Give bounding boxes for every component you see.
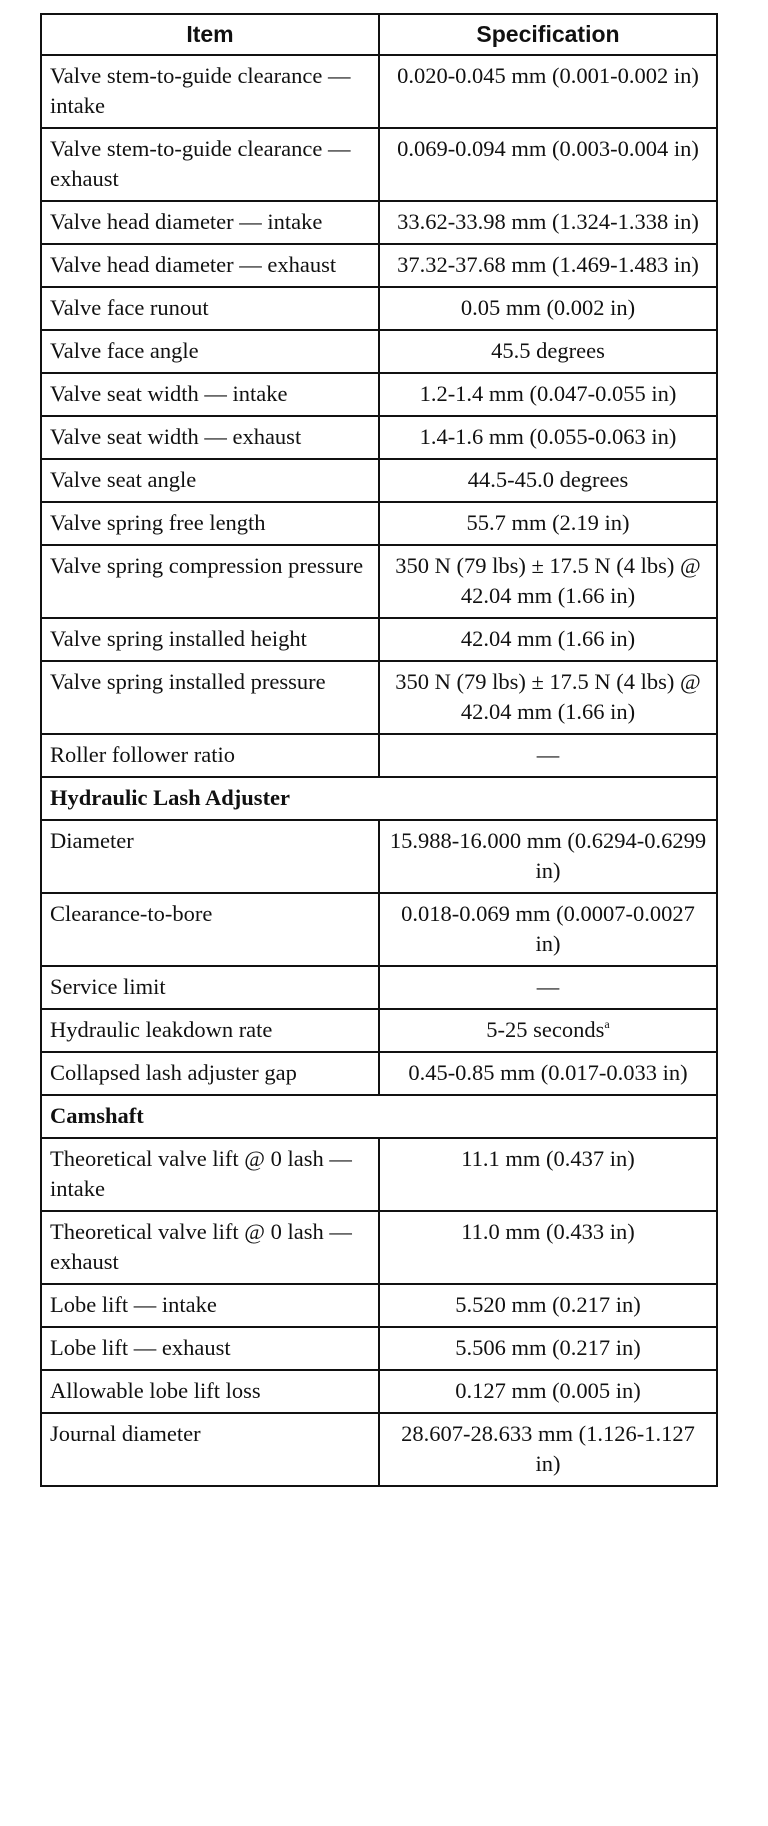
- item-cell: Valve spring installed height: [41, 618, 379, 661]
- specification-cell: 5.520 mm (0.217 in): [379, 1284, 717, 1327]
- table-body: [41, 55, 717, 1486]
- column-header-specification: Specification: [379, 14, 717, 55]
- specification-cell: 1.4-1.6 mm (0.055-0.063 in): [379, 416, 717, 459]
- table-row: [41, 545, 717, 618]
- table-row: [41, 330, 717, 373]
- table-row: [41, 244, 717, 287]
- specification-cell: 45.5 degrees: [379, 330, 717, 373]
- table-row: [41, 55, 717, 128]
- specification-cell: 28.607-28.633 mm (1.126-1.127 in): [379, 1413, 717, 1486]
- table-row: [41, 1413, 717, 1486]
- table-row: [41, 502, 717, 545]
- item-cell: Allowable lobe lift loss: [41, 1370, 379, 1413]
- item-cell: Valve spring free length: [41, 502, 379, 545]
- table-header-row: [41, 14, 717, 55]
- table-row: [41, 1211, 717, 1284]
- item-cell: Valve spring compression pressure: [41, 545, 379, 618]
- table-row: [41, 416, 717, 459]
- table-row: [41, 459, 717, 502]
- section-title: Camshaft: [41, 1095, 717, 1138]
- table-row: [41, 820, 717, 893]
- specification-cell: 15.988-16.000 mm (0.6294-0.6299 in): [379, 820, 717, 893]
- item-cell: Valve head diameter — exhaust: [41, 244, 379, 287]
- specification-cell: 0.020-0.045 mm (0.001-0.002 in): [379, 55, 717, 128]
- specification-value: 5-25 seconds: [486, 1017, 605, 1042]
- item-cell: Service limit: [41, 966, 379, 1009]
- table-row: [41, 618, 717, 661]
- item-cell: Collapsed lash adjuster gap: [41, 1052, 379, 1095]
- specification-cell: [379, 1009, 717, 1052]
- item-cell: Theoretical valve lift @ 0 lash — intake: [41, 1138, 379, 1211]
- specification-cell: 11.0 mm (0.433 in): [379, 1211, 717, 1284]
- item-cell: Diameter: [41, 820, 379, 893]
- section-header-row: [41, 777, 717, 820]
- specification-cell: —: [379, 734, 717, 777]
- item-cell: Valve seat width — intake: [41, 373, 379, 416]
- table-row: [41, 893, 717, 966]
- item-cell: Journal diameter: [41, 1413, 379, 1486]
- table-row: [41, 287, 717, 330]
- specification-cell: 0.05 mm (0.002 in): [379, 287, 717, 330]
- item-cell: Valve face runout: [41, 287, 379, 330]
- table-row: [41, 373, 717, 416]
- specification-cell: 350 N (79 lbs) ± 17.5 N (4 lbs) @ 42.04 mm (1.66 in): [379, 545, 717, 618]
- specification-cell: 5.506 mm (0.217 in): [379, 1327, 717, 1370]
- item-cell: Lobe lift — intake: [41, 1284, 379, 1327]
- item-cell: Valve seat angle: [41, 459, 379, 502]
- table-row: [41, 1052, 717, 1095]
- table-row: [41, 734, 717, 777]
- specification-cell: 33.62-33.98 mm (1.324-1.338 in): [379, 201, 717, 244]
- table-row: [41, 1370, 717, 1413]
- specification-cell: 0.018-0.069 mm (0.0007-0.0027 in): [379, 893, 717, 966]
- item-cell: Valve face angle: [41, 330, 379, 373]
- table-row: [41, 201, 717, 244]
- item-cell: Roller follower ratio: [41, 734, 379, 777]
- section-header-row: [41, 1095, 717, 1138]
- item-cell: Valve head diameter — intake: [41, 201, 379, 244]
- specification-cell: 350 N (79 lbs) ± 17.5 N (4 lbs) @ 42.04 mm (1.66 in): [379, 661, 717, 734]
- item-cell: Valve stem-to-guide clearance — exhaust: [41, 128, 379, 201]
- item-cell: Valve spring installed pressure: [41, 661, 379, 734]
- specification-cell: 42.04 mm (1.66 in): [379, 618, 717, 661]
- specification-table: [40, 13, 718, 1487]
- specification-cell: 0.45-0.85 mm (0.017-0.033 in): [379, 1052, 717, 1095]
- item-cell: Clearance-to-bore: [41, 893, 379, 966]
- specification-cell: 0.069-0.094 mm (0.003-0.004 in): [379, 128, 717, 201]
- item-cell: Valve stem-to-guide clearance — intake: [41, 55, 379, 128]
- table-row: [41, 966, 717, 1009]
- table-row: [41, 1138, 717, 1211]
- specification-cell: 11.1 mm (0.437 in): [379, 1138, 717, 1211]
- specification-cell: 1.2-1.4 mm (0.047-0.055 in): [379, 373, 717, 416]
- specification-cell: 44.5-45.0 degrees: [379, 459, 717, 502]
- column-header-item: Item: [41, 14, 379, 55]
- table-row: [41, 661, 717, 734]
- table-row: [41, 1327, 717, 1370]
- table-row: [41, 128, 717, 201]
- specification-cell: 37.32-37.68 mm (1.469-1.483 in): [379, 244, 717, 287]
- footnote-marker: a: [604, 1017, 610, 1031]
- specification-cell: 0.127 mm (0.005 in): [379, 1370, 717, 1413]
- table-row: [41, 1284, 717, 1327]
- item-cell: Lobe lift — exhaust: [41, 1327, 379, 1370]
- item-cell: Hydraulic leakdown rate: [41, 1009, 379, 1052]
- specification-cell: —: [379, 966, 717, 1009]
- item-cell: Valve seat width — exhaust: [41, 416, 379, 459]
- specification-cell: 55.7 mm (2.19 in): [379, 502, 717, 545]
- table-row: [41, 1009, 717, 1052]
- section-title: Hydraulic Lash Adjuster: [41, 777, 717, 820]
- item-cell: Theoretical valve lift @ 0 lash — exhaust: [41, 1211, 379, 1284]
